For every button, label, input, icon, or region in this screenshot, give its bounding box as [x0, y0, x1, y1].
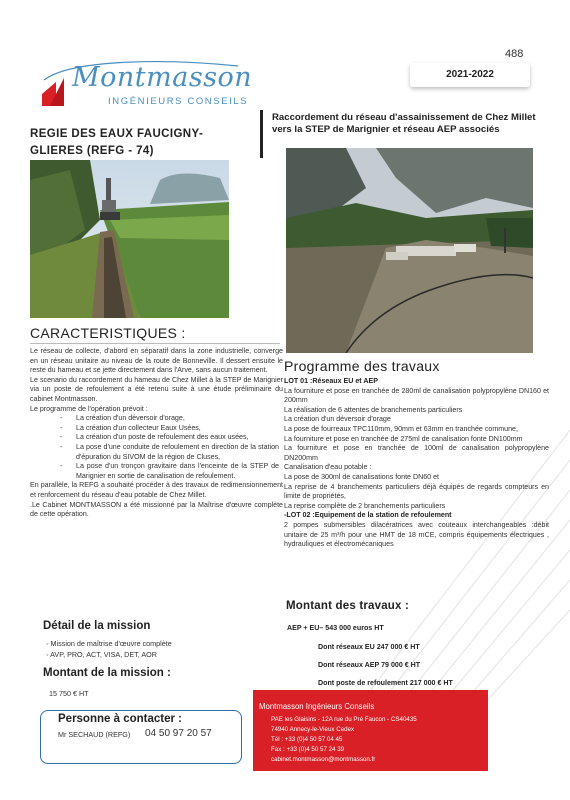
lot1-line: La réalisation de 6 attentes de branchements particuliers: [284, 405, 463, 414]
company-address-line: PAE les Glaisins - 12A rue du Pré Faucon - CS40435: [271, 716, 417, 723]
year-badge: 2021-2022: [410, 63, 530, 87]
client-name: REGIE DES EAUX FAUCIGNY-GLIERES (REFG - 74): [30, 128, 204, 157]
lot1-line: La fourniture et pose en tranchée de 280ml de canalisation polypropylène DN160 et 200mm: [284, 386, 549, 405]
list-item: - La pose d'un tronçon gravitaire dans l'enceinte de la STEP de Marignier en sortie de canalisation de refoulement.: [60, 462, 279, 480]
company-address-line: 74940 Annecy-le-Vieux Cedex: [271, 726, 355, 733]
list-item: - La création d'un collecteur Eaux Usées,: [60, 423, 201, 432]
company-phone: Tél : +33 (0)4 50 57 04 45: [271, 736, 343, 743]
company-fax: Fax : +33 (0)4 50 57 24 39: [271, 746, 345, 753]
montant-travaux-line: Dont réseaux AEP 79 000 € HT: [318, 661, 421, 669]
caract-paragraph-1: Le réseau de collecte, d'abord en séparatif dans la zone industrielle, converge en un réseau unitaire au niveau de la route de Bonneville. Il dessert ensuite le reste du hameau et se jette directement dans l'Arve, sans aucun traitement.: [30, 347, 283, 375]
project-title: Raccordement du réseau d'assainissement de Chez Millet vers la STEP de Marignier et réseau AEP associés: [272, 112, 536, 135]
photo-trench-works: [30, 160, 229, 318]
logo-wordmark: Montmasson: [72, 62, 253, 93]
photo-pumping-station-site: [286, 148, 533, 353]
lot1-line: La création d'un déversoir d'orage: [284, 415, 391, 424]
montant-travaux-total: AEP + EU– 543 000 euros HT: [287, 624, 384, 632]
list-item: ◦ Mission de maîtrise d'œuvre complète: [46, 639, 172, 648]
lot1-line: La pose de 300ml de canalisations fonte DN60 et: [284, 472, 439, 481]
detail-mission-list: [46, 638, 172, 660]
logo-subtitle: INGÉNIEURS CONSEILS: [108, 96, 249, 107]
lot1-line: La fourniture et pose en tranchée de 100ml de canalisation polypropylène DN200mm: [284, 444, 549, 462]
title-accent-bar: [260, 110, 263, 158]
list-item: - La pose d'une conduite de refoulement en direction de la station d'épuration du SIVOM de la région de Cluses,: [60, 442, 279, 461]
caracteristiques-body: [30, 347, 283, 520]
montant-mission-value: 15 750 € HT: [49, 689, 89, 698]
contact-name: Mr SECHAUD (REFG): [58, 730, 131, 739]
montant-mission-heading: Montant de la mission :: [43, 667, 171, 679]
lot2-text: 2 pompes submersibles dilacératrices avec couteaux interchangeables :débit unitaire de 25 m³/h pour une HMT de 18 mCE, compris équipements électriques , hydrauliques et électromécaniques: [284, 520, 549, 549]
list-item: - La création d'un poste de refoulement des eaux usées,: [60, 433, 249, 442]
lot1-line: La reprise complète de 2 branchements particuliers: [284, 501, 446, 510]
company-name: Montmasson Ingénieurs Conseils: [259, 702, 375, 711]
caract-program-list: [30, 414, 283, 481]
company-email[interactable]: cabinet.montmasson@montmasson.fr: [271, 756, 376, 763]
lot2-title: -LOT 02 :Equipement de la station de refoulement: [284, 511, 452, 520]
programme-heading: Programme des travaux: [284, 358, 440, 374]
page-number: 488: [505, 48, 524, 60]
lot1-line: La pose de fourreaux TPC110mm, 90mm et 63mm en tranchée commune,: [284, 424, 518, 433]
caracteristiques-heading: CARACTERISTIQUES :: [30, 325, 186, 341]
contact-heading: Personne à contacter :: [58, 713, 182, 725]
lot1-line: La reprise de 4 branchements particuliers déjà équipés de regards compteurs en limite de propriétés,: [284, 482, 549, 501]
montant-travaux-line: Dont poste de refoulement 217 000 € HT: [318, 679, 453, 687]
caract-paragraph-3: Le programme de l'opération prévoit :: [30, 404, 148, 413]
list-item: ◦ AVP, PRO, ACT, VISA, DET, AOR: [46, 650, 157, 659]
detail-mission-heading: Détail de la mission: [43, 620, 151, 632]
contact-phone: 04 50 97 20 57: [145, 728, 212, 739]
montant-travaux-heading: Montant des travaux :: [286, 600, 410, 612]
list-item: - La création d'un déversoir d'orage,: [60, 414, 185, 423]
caract-paragraph-4: En parallèle, la REFG a souhaité procéder à des travaux de redimensionnement et renforcement du réseau d'eau potable de Chez Millet.: [30, 481, 283, 499]
caract-paragraph-2: Le scenario du raccordement du hameau de Chez Millet à la STEP de Marignier via un poste de refoulement a été retenu suite à une étude préliminaire du cabinet Montmasson.: [30, 375, 283, 403]
montant-travaux-line: Dont réseaux EU 247 000 € HT: [318, 643, 420, 651]
caract-paragraph-5: .Le Cabinet MONTMASSON a été missionné par la Maîtrise d'œuvre complète de cette opération.: [30, 500, 283, 519]
programme-body: [284, 377, 549, 550]
lot1-line: La fourniture et pose en tranchée de 275ml de canalisation fonte DN100mm: [284, 434, 523, 443]
caracteristiques-rule: [30, 343, 280, 344]
lot1-title: LOT 01 :Réseaux EU et AEP: [284, 377, 378, 385]
lot1-line: Canalisation d'eau potable :: [284, 463, 372, 472]
